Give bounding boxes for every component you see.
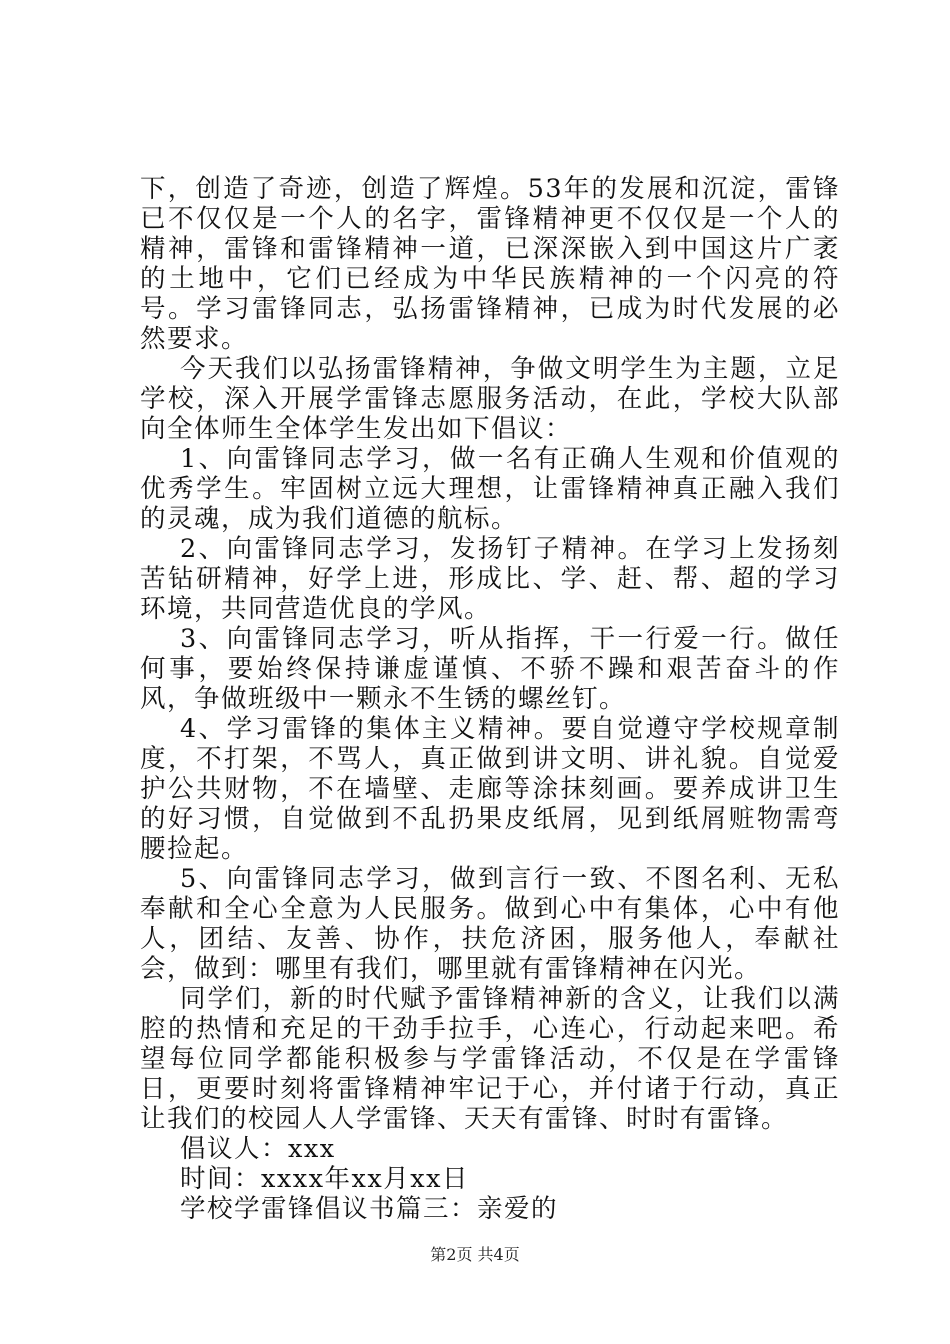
proposal-item-1: 1、向雷锋同志学习，做一名有正确人生观和价值观的优秀学生。牢固树立远大理想，让雷锋精神真正融入我们的灵魂，成为我们道德的航标。 (140, 444, 840, 534)
next-section-heading: 学校学雷锋倡议书篇三：亲爱的 (180, 1194, 559, 1224)
proposal-item-3: 3、向雷锋同志学习，听从指挥，干一行爱一行。做任何事，要始终保持谦虚谨慎、不骄不躁和艰苦奋斗的作风，争做班级中一颗永不生锈的螺丝钉。 (140, 624, 840, 714)
paragraph-closing: 同学们，新的时代赋予雷锋精神新的含义，让我们以满腔的热情和充足的干劲手拉手，心连心，行动起来吧。希望每位同学都能积极参与学雷锋活动，不仅是在学雷锋日，更要时刻将雷锋精神牢记于心，并付诸于行动，真正让我们的校园人人学雷锋、天天有雷锋、时时有雷锋。 (140, 984, 840, 1134)
proposal-item-4: 4、学习雷锋的集体主义精神。要自觉遵守学校规章制度，不打架，不骂人，真正做到讲文明、讲礼貌。自觉爱护公共财物，不在墙壁、走廊等涂抹刻画。要养成讲卫生的好习惯，自觉做到不乱扔果皮纸屑，见到纸屑赃物需弯腰捡起。 (140, 714, 840, 864)
document-body (140, 174, 840, 1224)
proposer-line: 倡议人：xxx (180, 1134, 336, 1164)
date-line: 时间：xxxx年xx月xx日 (180, 1164, 470, 1194)
page-number-footer: 第2页 共4页 (430, 1245, 520, 1264)
paragraph-continuation: 下，创造了奇迹，创造了辉煌。53年的发展和沉淀，雷锋已不仅仅是一个人的名字，雷锋精神更不仅仅是一个人的精神，雷锋和雷锋精神一道，已深深嵌入到中国这片广袤的土地中，它们已经成为中华民族精神的一个闪亮的符号。学习雷锋同志，弘扬雷锋精神，已成为时代发展的必然要求。 (140, 174, 840, 354)
proposal-item-2: 2、向雷锋同志学习，发扬钉子精神。在学习上发扬刻苦钻研精神，好学上进，形成比、学、赶、帮、超的学习环境，共同营造优良的学风。 (140, 534, 840, 624)
paragraph-intro: 今天我们以弘扬雷锋精神，争做文明学生为主题，立足学校，深入开展学雷锋志愿服务活动，在此，学校大队部向全体师生全体学生发出如下倡议： (140, 354, 840, 444)
proposal-item-5: 5、向雷锋同志学习，做到言行一致、不图名利、无私奉献和全心全意为人民服务。做到心中有集体，心中有他人，团结、友善、协作，扶危济困，服务他人，奉献社会，做到：哪里有我们，哪里就有雷锋精神在闪光。 (140, 864, 840, 984)
